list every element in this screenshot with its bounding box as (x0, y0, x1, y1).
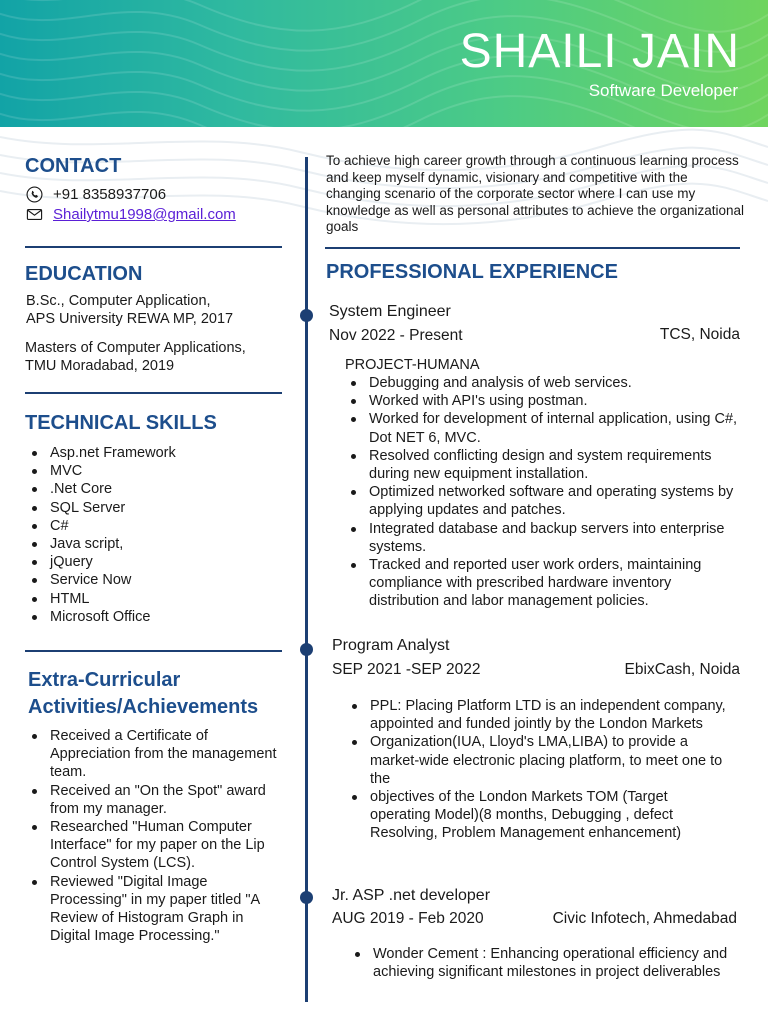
skill-item: Java script, (26, 535, 286, 553)
job-bullets (349, 945, 744, 981)
job-bullets (345, 374, 745, 611)
job-company: EbixCash, Noida (624, 661, 740, 678)
phone-number: +91 8358937706 (53, 186, 167, 203)
header-banner (0, 0, 768, 127)
job-company: TCS, Noida (659, 326, 740, 343)
skill-item: Service Now (26, 571, 286, 589)
job-bullet: objectives of the London Markets TOM (Target operating Model)(8 months, Debugging , defect Resolving, Problem Management enhancement) (346, 788, 726, 843)
job-bullet: Optimized networked software and operating systems by applying updates and patches. (345, 483, 745, 519)
summary-divider (325, 247, 740, 249)
job-dates: SEP 2021 -SEP 2022 (332, 661, 481, 678)
timeline-dot (300, 643, 313, 656)
mail-icon (26, 206, 43, 223)
job-bullet: Worked with API's using postman. (345, 392, 745, 410)
achievement-item: Received an "On the Spot" award from my manager. (26, 782, 284, 818)
education-title: EDUCATION (25, 263, 143, 285)
job-bullet: Tracked and reported user work orders, maintaining compliance with prescribed hardware inventory distribution and labor management policies. (345, 556, 745, 611)
career-summary: To achieve high career growth through a continuous learning process and keep myself dynamic, visionary and competitive with the changing scenario of the corporate sector where I can use my knowledge as well as personal attributes to achieve the organizational goals (326, 153, 745, 234)
contact-divider (25, 246, 282, 248)
skills-list (26, 444, 286, 626)
job-title: Jr. ASP .net developer (332, 887, 491, 904)
job-dates: AUG 2019 - Feb 2020 (332, 910, 484, 927)
job-bullet: PPL: Placing Platform LTD is an independent company, appointed and funded jointly by the London Markets (346, 697, 726, 733)
job-bullet: Worked for development of internal application, using C#, Dot NET 6, MVC. (345, 410, 745, 446)
skill-item: SQL Server (26, 499, 286, 517)
skill-item: .Net Core (26, 480, 286, 498)
phone-row (26, 186, 166, 203)
job-bullet: Debugging and analysis of web services. (345, 374, 745, 392)
achievement-item: Reviewed "Digital Image Processing" in my paper titled "A Review of Histogram Graph in Digital Image Processing." (26, 873, 284, 946)
skill-item: jQuery (26, 553, 286, 571)
phone-icon (26, 186, 43, 203)
job-bullet: Resolved conflicting design and system requirements during new equipment installation. (345, 447, 745, 483)
job-bullet: Organization(IUA, Lloyd's LMA,LIBA) to provide a market-wide electronic placing platform, to meet one to the (346, 733, 726, 788)
candidate-role: Software Developer (588, 81, 738, 100)
timeline-dot (300, 891, 313, 904)
education-divider (25, 392, 282, 394)
project-name: PROJECT-HUMANA (345, 357, 480, 373)
experience-title: PROFESSIONAL EXPERIENCE (326, 261, 618, 283)
job-bullets (346, 697, 726, 843)
timeline-line (305, 157, 308, 1002)
job-title: Program Analyst (332, 637, 450, 654)
contact-title: CONTACT (25, 155, 122, 177)
skill-item: MVC (26, 462, 286, 480)
job-bullet: Integrated database and backup servers into enterprise systems. (345, 520, 745, 556)
job-company: Civic Infotech, Ahmedabad (552, 910, 737, 927)
achievement-item: Received a Certificate of Appreciation from the management team. (26, 727, 284, 782)
skill-item: Asp.net Framework (26, 444, 286, 462)
achievements-list (26, 727, 284, 945)
email-link[interactable]: Shailytmu1998@gmail.com (53, 206, 236, 223)
job-dates: Nov 2022 - Present (329, 327, 463, 344)
extra-title: Extra-Curricular Activities/Achievements (28, 669, 259, 718)
achievement-item: Researched "Human Computer Interface" for my paper on the Lip Control System (LCS). (26, 818, 284, 873)
timeline-dot (300, 309, 313, 322)
job-title: System Engineer (329, 303, 451, 320)
education-item: Masters of Computer Applications, TMU Moradabad, 2019 (25, 340, 246, 374)
email-row (26, 206, 236, 223)
skills-divider (25, 650, 282, 652)
skill-item: HTML (26, 590, 286, 608)
job-bullet: Wonder Cement : Enhancing operational efficiency and achieving significant milestones in project deliverables (349, 945, 744, 981)
candidate-name: SHAILI JAIN (459, 25, 740, 78)
skill-item: C# (26, 517, 286, 535)
skill-item: Microsoft Office (26, 608, 286, 626)
education-item: B.Sc., Computer Application, APS University REWA MP, 2017 (26, 293, 234, 327)
skills-title: TECHNICAL SKILLS (25, 412, 217, 434)
